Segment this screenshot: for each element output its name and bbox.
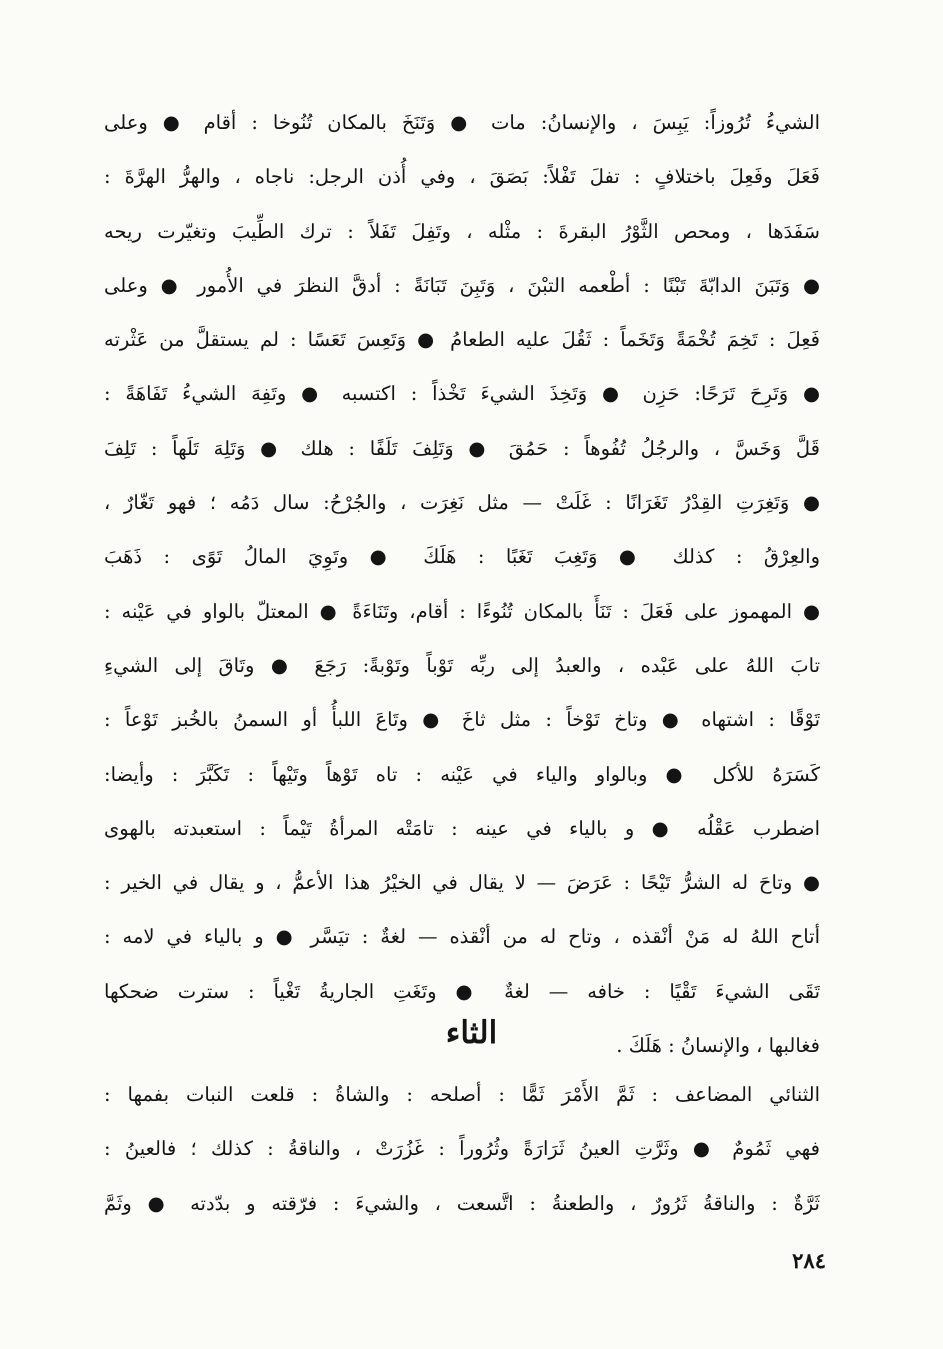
text-line: تَوْقًا : اشتهاه ● وتاخ تَوْخاً : مثل ثاخَ ● وتَاعَ اللبأُ أو السمنُ بالخُبز تَوْعاً : [104,708,820,732]
text-line: ● وَتَغِرَتِ القِدْرُ تَغَرَانًا : غَلَتْ — مثل نَغِرَت ، والجُرْحُ: سال دَمُه ؛ فهو تَغّارٌ ، [104,491,820,515]
section-text-block [104,1068,820,1231]
text-line: والعِرْقُ : كذلك ● وَتَغِبَ تَغَبًا : هَلَكَ ● وتَوِيَ المالُ تَوًى : ذَهَبَ [104,545,820,569]
text-line: كَسَرَهُ للأكل ● وبالواو والياء في عَيْنه : تاه تَوْهاً وتَيْهاً : تَكَبَّرَ : وأيضا: [104,762,820,786]
text-line: سَفَدَها ، ومحص الثَّوْرُ البقرةَ : مثْله ، وتَفِلَ تَفَلاً : ترك الطِّيبَ وتغيّرت ريحه [104,219,820,243]
page-number: ٢٨٤ [792,1248,826,1273]
text-line: ● المهموز على فَعَلَ : تَنَأَ بالمكان تُنُوءًا : أقام، وتَنَاءَةً ● المعتلّ بالواو في عَيْنه : [104,599,820,623]
text-line: ● وَتَرِحَ تَرَحًا: حَزِن ● وَتَخِذَ الشيءَ تَخْذاً : اكتسبه ● وتَفِهَ الشيءُ تَفَاهَةً : [104,382,820,406]
section-title: الثاء [445,1015,498,1051]
text-line: فَعِلَ : تَخِمَ تُخْمَةً وَتَخَماً : ثَقُلَ عليه الطعامُ ● وَتَعِسَ تَعَسًا : لم يستقلَّ من عَثْرته [104,328,820,352]
text-line: تَقَى الشيءَ تَقْيًا : خافه — لغةٌ ● وتَغَتِ الجاريةُ تَغْياً : سترت ضحكها [104,979,820,1003]
text-line: قَلَّ وَخَسَّ ، والرجُلُ تُفُوهاً : حَمُقَ ● وَتَلِفَ تَلَفًا : هلك ● وَتَلِهَ تَلَهاً : تَلِفَ [104,436,820,460]
text-line: اضطرب عَقْلُه ● و بالياء في عينه : تامَتْه المرأةُ تَيْماً : استعبدته بالهوى [104,816,820,840]
text-line: أتاح اللهُ له مَنْ أنْقذه ، وتاح له من أنْقذه — لغةٌ : تيَسَّر ● و بالياء في لامه : [104,925,820,949]
text-line: ● وتاحَ له الشرُّ تَيْحًا : عَرَضَ — لا يقال في الخيْرُ هذا الأعمُّ ، و يقال في الخير : [104,871,820,895]
text-line: الشيءُ تُرُوزاً: يَبِسَ ، والإنسانُ: مات ● وَتَنَخَ بالمكان تُنُوخا : أقام ● وعلى [104,111,820,134]
main-text-block [104,96,820,1073]
text-line: ثَرَّةٌ : والناقةُ ثَرُورٌ ، والطعنةُ : اتَّسعت ، والشيءَ : فرّقته و بدّدته ● وثَمَّ [104,1191,820,1215]
text-line: ● وَتَبَنَ الدابّةَ تَبْنًا : أطْعمه التبْنَ ، وَتَبِنَ تَبَانَةً : أدقَّ النظرَ في الأُمور ● وعلى [104,273,820,297]
text-line: فغالبها ، والإنسانُ : هَلَكَ . [616,1034,820,1058]
text-line: فهي ثَمُومٌ ● وثَرَّتِ العينُ ثَرَارَةً وثُرُوراً : غَزُرَتْ ، والناقةُ : كذلك ؛ فالعينُ : [104,1137,820,1161]
text-line: تابَ اللهُ على عَبْده ، والعبدُ إلى ربِّه تَوْباً وتَوْبةً: رَجَعَ ● وتَاقَ إلى الشيءِ [104,653,820,677]
text-line: فَعَلَ وفَعِلَ باختلافٍ : تفلَ تَفْلاً: بَصَقَ ، وفي أُذن الرجل: ناجاه ، والهرُّ الهرَّةَ : [104,165,820,189]
text-line: الثنائي المضاعف : ثَمَّ الأَمْرَ ثَمًّا : أصلحه : والشاةُ : قلعت النبات بفمها : [104,1083,820,1106]
